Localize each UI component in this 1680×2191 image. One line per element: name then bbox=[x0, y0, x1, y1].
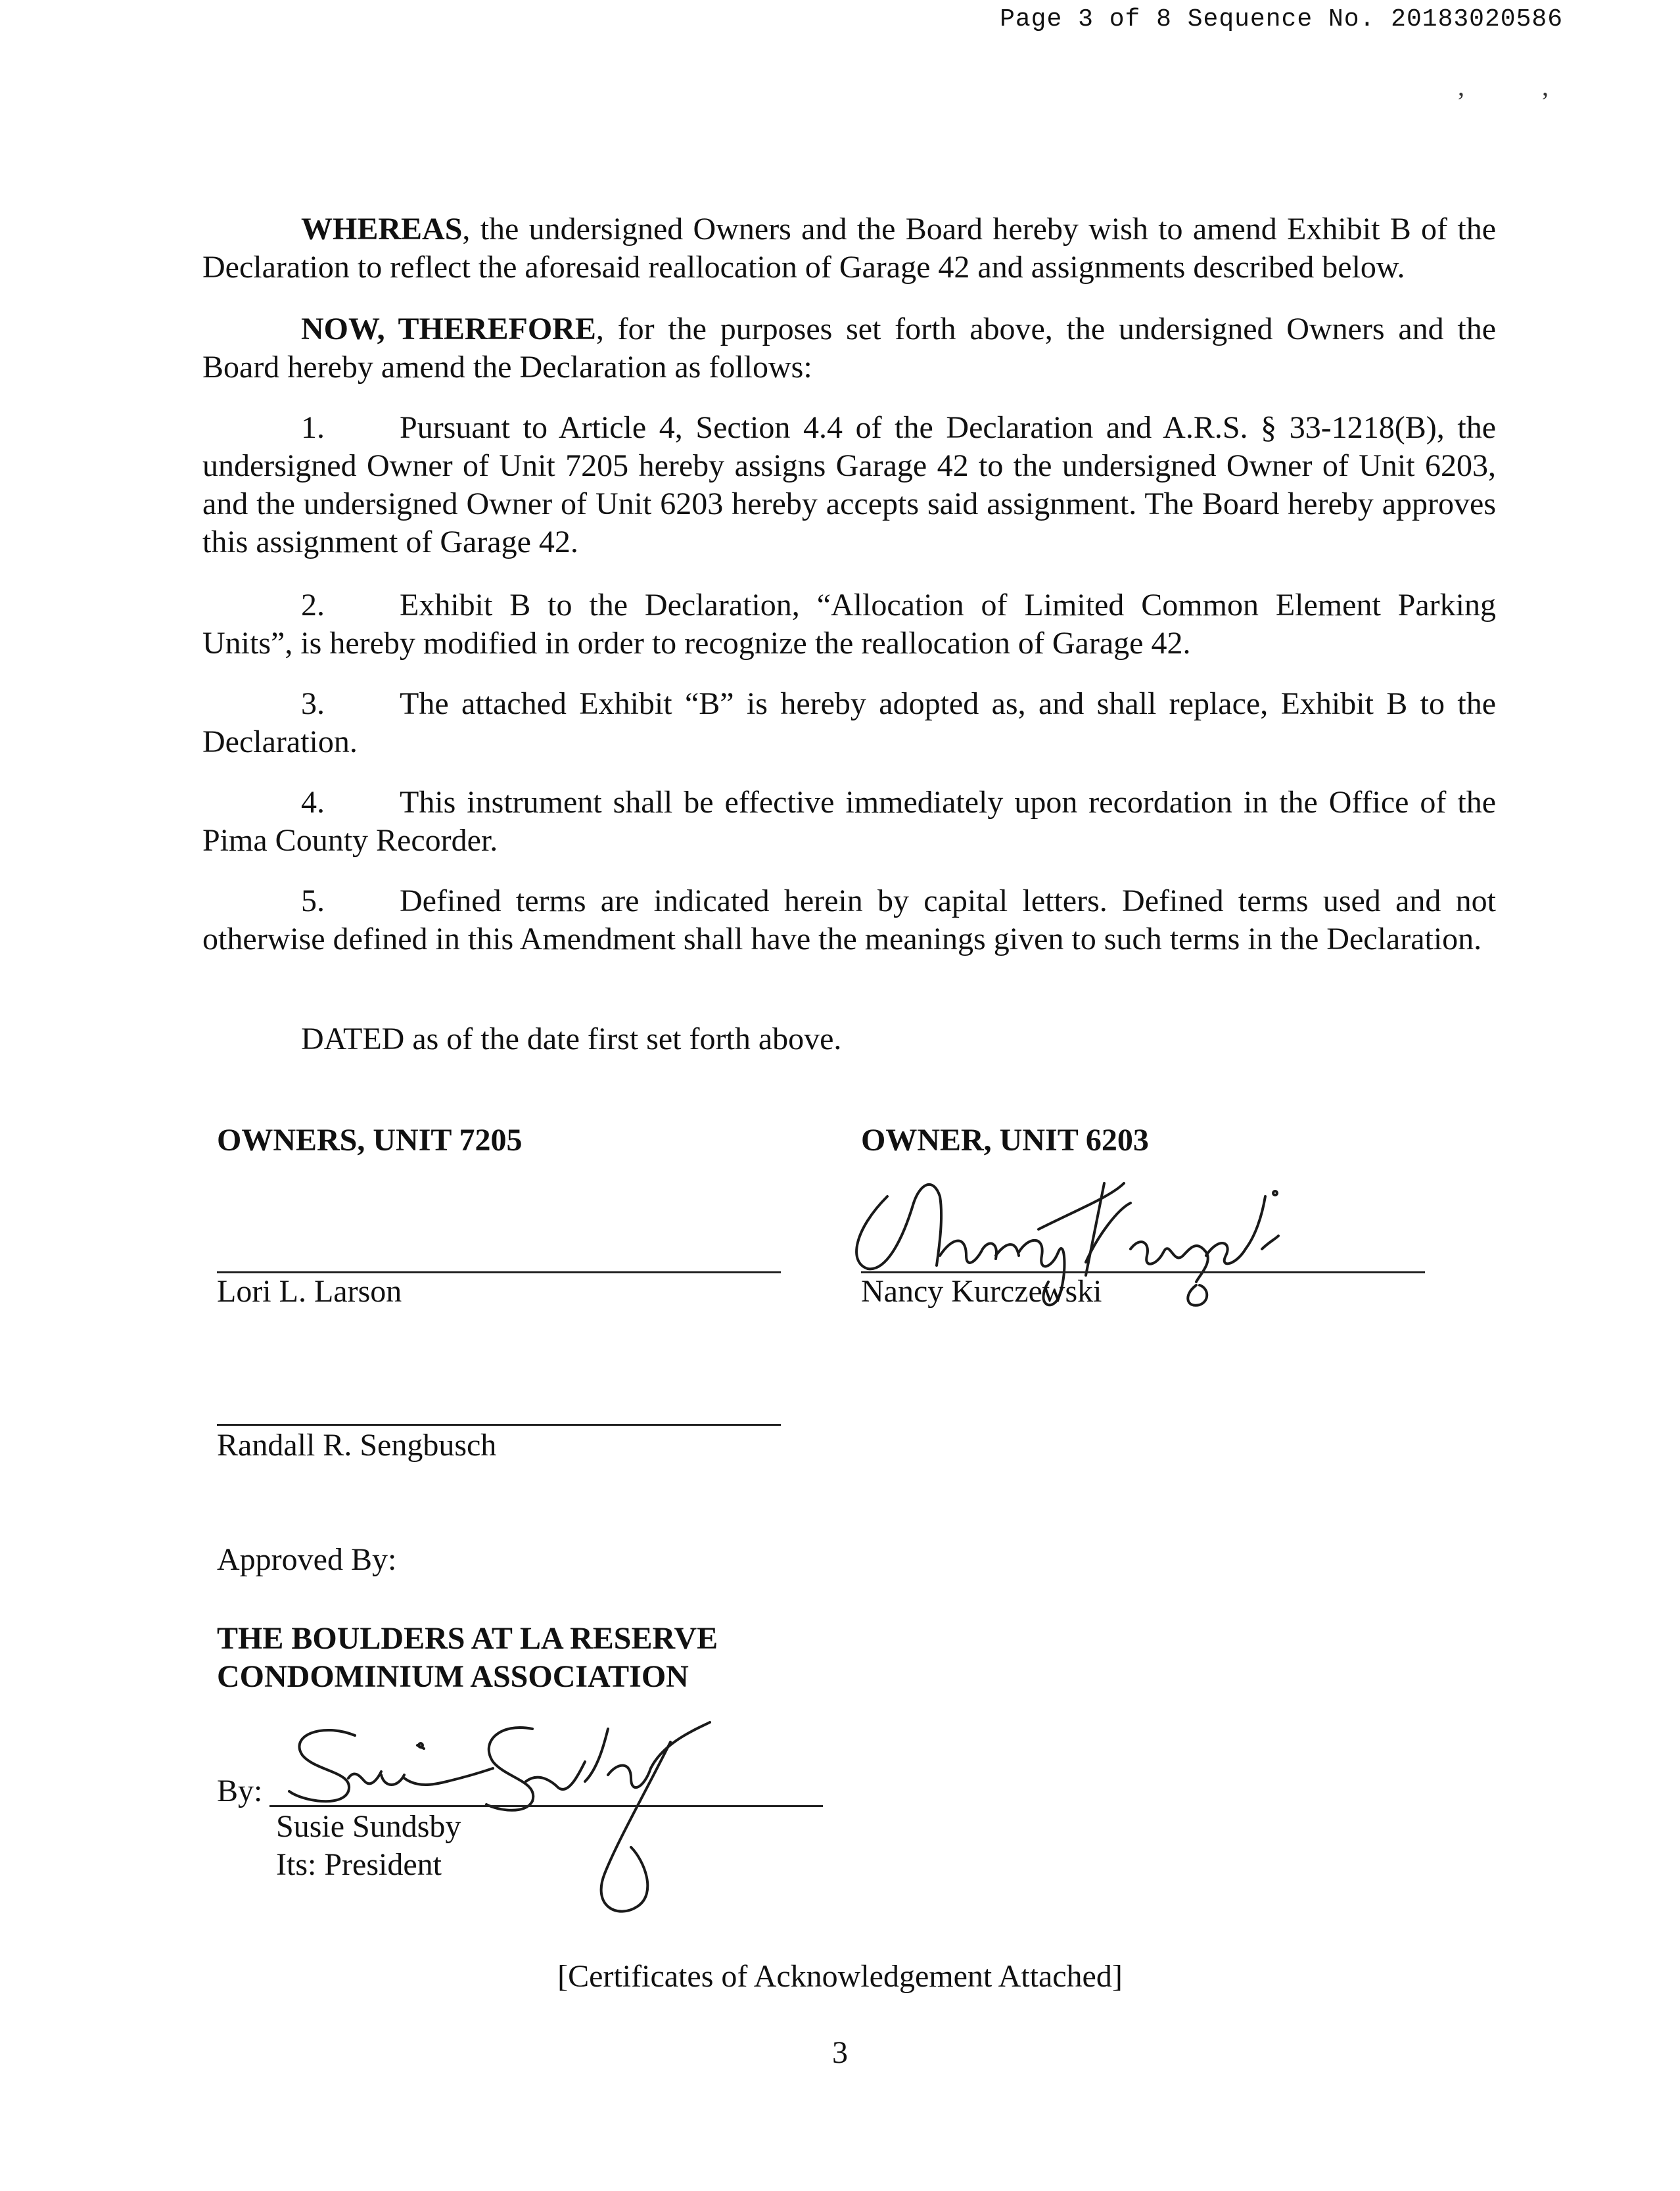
association-name-line1: THE BOULDERS AT LA RESERVE bbox=[217, 1621, 718, 1656]
item-text: Pursuant to Article 4, Section 4.4 of the Declaration and A.R.S. § 33-1218(B), the undersigned Owner of Unit 7205 hereby assigns Garage 42 to the undersigned Owner of Unit 6203, and the undersigned Owner of Unit 6203 hereby accepts said assignment. The Board hereby approves this assignment of Garage 42. bbox=[202, 410, 1496, 559]
owners-7205-heading: OWNERS, UNIT 7205 bbox=[217, 1123, 523, 1158]
signature-line bbox=[217, 1424, 781, 1426]
now-therefore-lead: NOW, THEREFORE bbox=[301, 312, 596, 346]
signer-name: Randall R. Sengbusch bbox=[217, 1428, 497, 1463]
item-text: Defined terms are indicated herein by capital letters. Defined terms used and not otherwise defined in this Amendment shall have the meanings given to such terms in the Declaration. bbox=[202, 883, 1496, 956]
scan-artifact: , bbox=[1542, 72, 1549, 101]
item-number: 3. bbox=[301, 686, 325, 721]
whereas-clause bbox=[202, 210, 1496, 287]
signature-line bbox=[269, 1805, 823, 1807]
item-number: 2. bbox=[301, 588, 325, 623]
by-label: By: bbox=[217, 1774, 263, 1808]
whereas-lead: WHEREAS bbox=[301, 212, 463, 247]
item-text: Exhibit B to the Declaration, “Allocation of Limited Common Element Parking Units”, is hereby modified in order to recognize the reallocation of Garage 42. bbox=[202, 588, 1496, 661]
page-header: Page 3 of 8 Sequence No. 20183020586 bbox=[1000, 5, 1563, 34]
page-number: 3 bbox=[832, 2035, 848, 2070]
item-number: 4. bbox=[301, 785, 325, 820]
item-1 bbox=[202, 409, 1496, 561]
item-3 bbox=[202, 685, 1496, 761]
item-5 bbox=[202, 882, 1496, 958]
scan-artifact: , bbox=[1458, 72, 1464, 101]
now-therefore-clause bbox=[202, 310, 1496, 387]
now-therefore-text: , for the purposes set forth above, the undersigned Owners and the Board hereby amend the Declaration as follows: bbox=[202, 312, 1497, 385]
signer-name: Nancy Kurczewski bbox=[861, 1274, 1102, 1309]
item-text: The attached Exhibit “B” is hereby adopted as, and shall replace, Exhibit B to the Declaration. bbox=[202, 686, 1496, 759]
item-text: This instrument shall be effective immediately upon recordation in the Office of the Pima County Recorder. bbox=[202, 785, 1496, 858]
item-4 bbox=[202, 784, 1496, 860]
whereas-text: , the undersigned Owners and the Board hereby wish to amend Exhibit B of the Declaration to reflect the aforesaid reallocation of Garage 42 and assignments described below. bbox=[202, 212, 1496, 285]
owner-6203-heading: OWNER, UNIT 6203 bbox=[861, 1123, 1149, 1158]
signer-name: Lori L. Larson bbox=[217, 1274, 402, 1309]
signer-name: Susie Sundsby bbox=[276, 1809, 461, 1844]
association-name-line2: CONDOMINIUM ASSOCIATION bbox=[217, 1659, 689, 1694]
approved-by-label: Approved By: bbox=[217, 1542, 397, 1577]
dated-line: DATED as of the date first set forth above. bbox=[301, 1022, 842, 1056]
attachment-note: [Certificates of Acknowledgement Attached] bbox=[557, 1959, 1123, 1994]
item-2 bbox=[202, 586, 1496, 663]
item-number: 1. bbox=[301, 410, 325, 445]
item-number: 5. bbox=[301, 883, 325, 918]
signer-title: Its: President bbox=[276, 1847, 442, 1882]
